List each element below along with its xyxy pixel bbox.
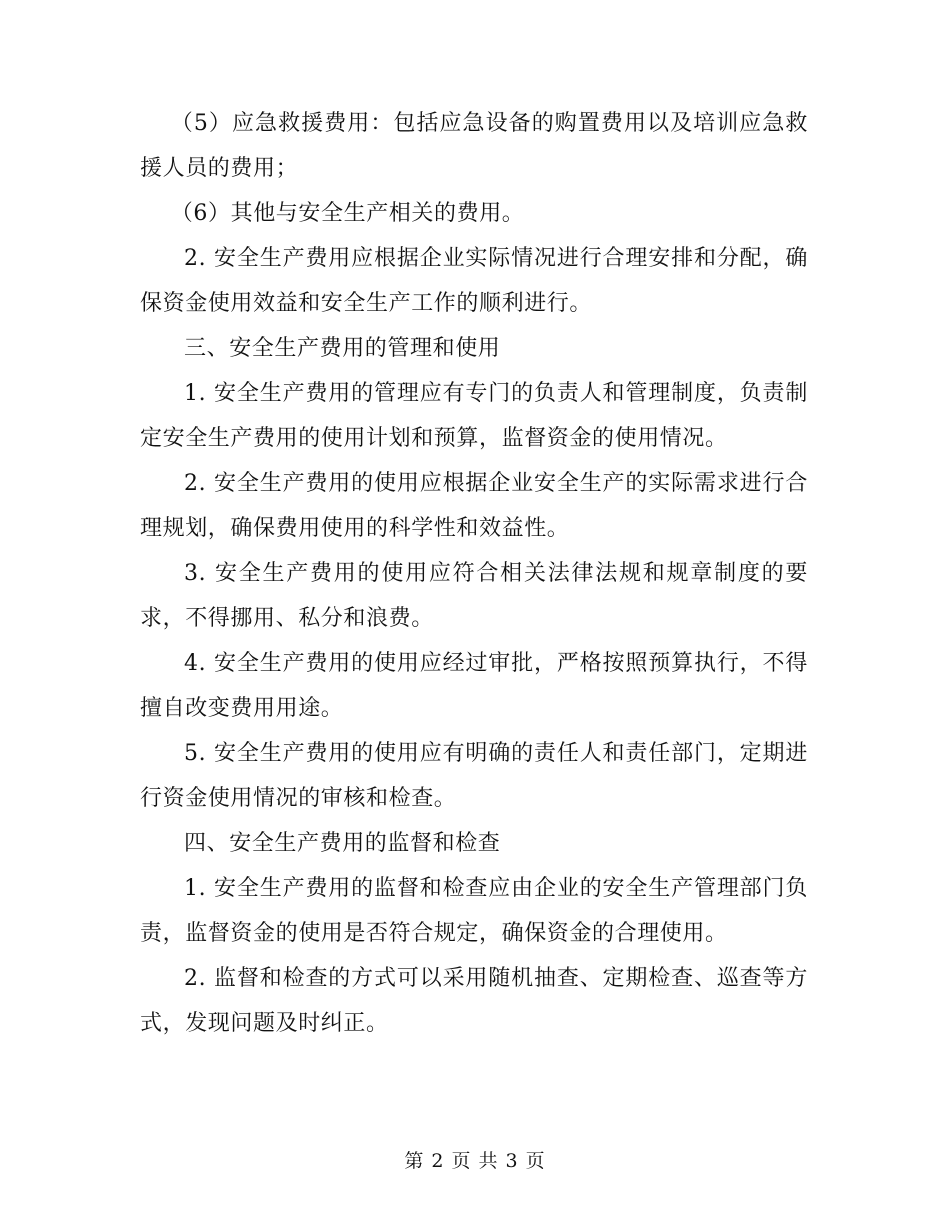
document-body — [140, 101, 808, 1046]
paragraph-supervision-department: 1. 安全生产费用的监督和检查应由企业的安全生产管理部门负责，监督资金的使用是否符合规定，确保资金的合理使用。 — [140, 876, 808, 946]
paragraph-approval: 4. 安全生产费用的使用应经过审批，严格按照预算执行，不得擅自改变费用用途。 — [140, 651, 808, 721]
paragraph-other-costs: （6）其他与安全生产相关的费用。 — [170, 201, 525, 226]
page-number-footer: 第 2 页 共 3 页 — [404, 1150, 546, 1172]
paragraph-emergency-rescue-cost: （5）应急救援费用：包括应急设备的购置费用以及培训应急救援人员的费用； — [140, 111, 808, 181]
section-heading-supervision-and-inspection: 四、安全生产费用的监督和检查 — [184, 831, 501, 856]
paragraph-legal-compliance: 3. 安全生产费用的使用应符合相关法律法规和规章制度的要求，不得挪用、私分和浪费。 — [140, 561, 808, 631]
paragraph-usage-planning: 2. 安全生产费用的使用应根据企业安全生产的实际需求进行合理规划，确保费用使用的科学性和效益性。 — [140, 471, 808, 541]
paragraph-inspection-methods: 2. 监督和检查的方式可以采用随机抽查、定期检查、巡查等方式，发现问题及时纠正。 — [140, 966, 808, 1036]
section-heading-management-and-use: 三、安全生产费用的管理和使用 — [184, 336, 501, 361]
paragraph-management-responsible: 1. 安全生产费用的管理应有专门的负责人和管理制度，负责制定安全生产费用的使用计划和预算，监督资金的使用情况。 — [140, 381, 808, 451]
paragraph-responsibility: 5. 安全生产费用的使用应有明确的责任人和责任部门，定期进行资金使用情况的审核和检查。 — [140, 741, 808, 811]
paragraph-allocation: 2. 安全生产费用应根据企业实际情况进行合理安排和分配，确保资金使用效益和安全生产工作的顺利进行。 — [140, 246, 808, 316]
